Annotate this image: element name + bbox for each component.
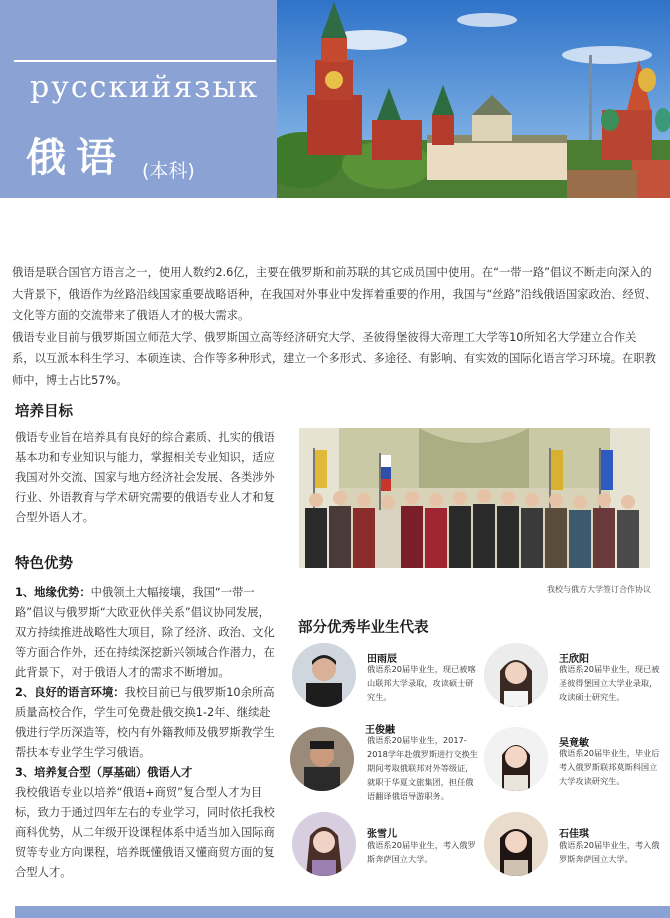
avatar	[292, 812, 356, 876]
feature-item	[15, 583, 277, 683]
kremlin-illustration	[277, 0, 670, 198]
features-list	[15, 583, 277, 883]
feature-text: 中俄领土大幅接壤，我国“一带一路”倡议与俄罗斯“大欧亚伙伴关系”倡议协同发展，双方持续推进战略性大项目，除了经济、政治、文化等方面合作外，还在持续深挖新兴领域合作潜力，在此背景下，对于俄语人才的需求不断增加。	[15, 586, 275, 679]
graduate-name: 吴竟敏	[559, 738, 589, 749]
intro-paragraph-1: 俄语是联合国官方语言之一，使用人数约2.6亿，主要在俄罗斯和前苏联的其它成员国中使用。在“一带一路”倡议不断走向深入的大背景下，俄语作为丝路沿线国家重要战略语种，在我国对外事业中发挥着重要的作用，我国与“丝路”沿线俄语国家政治、经贸、文化等方面的交流带来了俄语人才的极大需求。	[12, 266, 657, 322]
banner-divider	[14, 60, 276, 62]
feature-text: 我校俄语专业以培养“俄语+商贸”复合型人才为目标，致力于通过四年左右的专业学习，同时依托我校商科优势，从二年级开设课程体系中适当加入国际商贸等专业方向课程，培养既懂俄语又懂商贸方面的复合型人才。	[15, 786, 275, 879]
signing-ceremony-photo	[299, 428, 650, 568]
avatar	[484, 727, 548, 791]
header-banner	[0, 0, 670, 198]
footer-bar-right	[242, 906, 670, 918]
photo-caption: 我校与俄方大学签订合作协议	[547, 585, 651, 594]
goals-text: 俄语专业旨在培养具有良好的综合素质、扎实的俄语基本功和专业知识与能力，掌握相关专业知识，适应我国对外交流、国家与地方经济社会发展、各类涉外行业、外语教育与学术研究需要的俄语专业人才和复合型外语人才。	[15, 431, 275, 524]
graduate-desc: 俄语系20届毕业生，2017-2018学年赴俄罗斯进行交换生期间考取俄联邦对外等级证，就职于华夏文旅集团，担任俄语翻译俄语导游职务。	[367, 735, 478, 801]
graduate-desc: 俄语系20届毕业生，现已被圣彼得堡国立大学业录取，攻读硕士研究生。	[559, 664, 660, 702]
graduate-desc: 俄语系20届毕业生，考入俄罗斯奔萨国立大学。	[559, 840, 660, 864]
feature-title: 3、培养复合型（厚基础）俄语人才	[15, 766, 193, 779]
intro-text	[12, 262, 658, 391]
graduate-desc: 俄语系20届毕业生，毕业后考入俄罗斯联邦莫斯科国立大学攻读研究生。	[559, 748, 660, 786]
chinese-title: 俄语	[26, 135, 126, 181]
graduate-desc: 俄语系20届毕业生，现已被喀山联邦大学录取，攻读硕士研究生。	[367, 664, 476, 702]
graduate-name: 石佳琪	[559, 829, 589, 840]
feature-title: 1、地缘优势：	[15, 586, 91, 599]
kremlin-photo	[277, 0, 670, 198]
avatar	[484, 643, 548, 707]
features-heading: 特色优势	[15, 556, 73, 572]
goals-heading: 培养目标	[15, 404, 73, 420]
banner-title-panel	[0, 0, 277, 198]
intro-paragraph-2: 俄语专业目前与俄罗斯国立师范大学、俄罗斯国立高等经济研究大学、圣彼得堡彼得大帝理工大学等10所知名大学建立合作关系，以互派本科生学习、本硕连读、合作等多种形式，建立一个多形式、多途径、有影响、有实效的国际化语言学习环境。在职教师中，博士占比57%。	[12, 330, 656, 387]
graduate-name: 张雪儿	[367, 829, 397, 840]
feature-text: 我校目前已与俄罗斯10余所高质量高校合作，学生可免费赴俄交换1-2年、继续赴俄进行学历深造等，校内有外籍教师及俄罗斯教学生帮扶本专业学生学习俄语。	[15, 686, 275, 759]
footer-bar-left	[15, 906, 277, 918]
graduate-name: 田雨辰	[367, 654, 397, 665]
group-photo-illustration	[299, 428, 650, 568]
feature-item	[15, 683, 277, 763]
feature-title: 2、良好的语言环境：	[15, 686, 125, 699]
graduate-name: 王欣阳	[559, 654, 589, 665]
avatar	[292, 643, 356, 707]
chinese-subtitle: (本科)	[142, 160, 195, 182]
russian-title: русскийязык	[30, 70, 260, 105]
graduate-desc: 俄语系20届毕业生，考入俄罗斯奔萨国立大学。	[367, 840, 476, 864]
graduate-name: 王俊融	[365, 725, 395, 736]
feature-item	[15, 763, 277, 883]
avatar	[484, 812, 548, 876]
avatar	[290, 727, 354, 791]
graduates-heading: 部分优秀毕业生代表	[298, 620, 429, 636]
